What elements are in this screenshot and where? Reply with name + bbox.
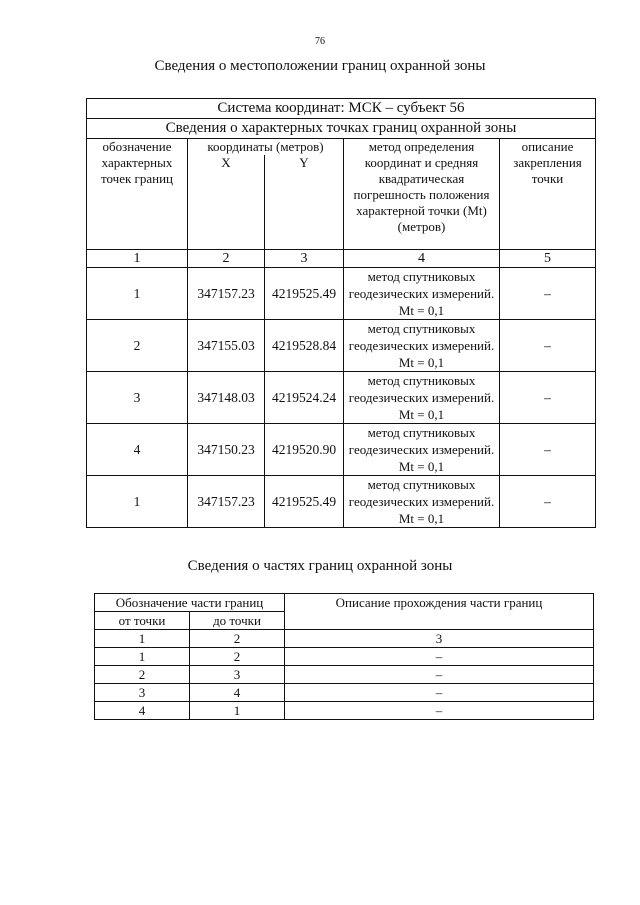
point-desc: – bbox=[500, 476, 596, 528]
parts-from-header: от точки bbox=[95, 612, 190, 630]
point-desc: – bbox=[500, 424, 596, 476]
part-desc: – bbox=[285, 684, 594, 702]
part-to: 3 bbox=[190, 666, 285, 684]
part-from: 1 bbox=[95, 648, 190, 666]
column-number: 3 bbox=[265, 250, 344, 268]
column-number: 4 bbox=[344, 250, 500, 268]
point-y: 4219520.90 bbox=[265, 424, 344, 476]
col-y-header: Y bbox=[265, 155, 344, 250]
column-number: 2 bbox=[188, 250, 265, 268]
point-method: метод спутниковых геодезических измерений. Mt = 0,1 bbox=[344, 372, 500, 424]
table-row bbox=[87, 372, 596, 424]
part-desc: – bbox=[285, 702, 594, 720]
point-method: метод спутниковых геодезических измерений. Mt = 0,1 bbox=[344, 476, 500, 528]
point-x: 347157.23 bbox=[188, 268, 265, 320]
column-number: 5 bbox=[500, 250, 596, 268]
table-row bbox=[95, 666, 594, 684]
col-designation-header: обозначение характерных точек границ bbox=[87, 139, 188, 250]
boundary-parts-table bbox=[94, 593, 594, 720]
col-coordinates-header: координаты (метров) bbox=[188, 139, 344, 156]
part-to: 4 bbox=[190, 684, 285, 702]
point-id: 4 bbox=[87, 424, 188, 476]
column-number: 3 bbox=[285, 630, 594, 648]
point-id: 1 bbox=[87, 476, 188, 528]
column-number: 2 bbox=[190, 630, 285, 648]
parts-description-header: Описание прохождения части границ bbox=[285, 594, 594, 630]
table-row bbox=[95, 684, 594, 702]
part-from: 4 bbox=[95, 702, 190, 720]
parts-column-numbers-row bbox=[95, 630, 594, 648]
table-row bbox=[87, 476, 596, 528]
point-y: 4219525.49 bbox=[265, 268, 344, 320]
point-id: 2 bbox=[87, 320, 188, 372]
table-row bbox=[95, 648, 594, 666]
part-desc: – bbox=[285, 648, 594, 666]
part-to: 1 bbox=[190, 702, 285, 720]
parts-designation-header: Обозначение части границ bbox=[95, 594, 285, 612]
col-method-header: метод определения координат и средняя квадратическая погрешность положения характерной точки (Mt) (метров) bbox=[344, 139, 500, 250]
points-header: Сведения о характерных точках границ охранной зоны bbox=[87, 119, 596, 139]
table-row bbox=[95, 702, 594, 720]
part-from: 2 bbox=[95, 666, 190, 684]
section-title-location: Сведения о местоположении границ охранной зоны bbox=[154, 58, 486, 74]
point-id: 1 bbox=[87, 268, 188, 320]
point-method: метод спутниковых геодезических измерений. Mt = 0,1 bbox=[344, 268, 500, 320]
col-x-header: X bbox=[188, 155, 265, 250]
point-y: 4219525.49 bbox=[265, 476, 344, 528]
part-from: 3 bbox=[95, 684, 190, 702]
boundary-points-table bbox=[86, 98, 596, 528]
column-numbers-row bbox=[87, 250, 596, 268]
parts-to-header: до точки bbox=[190, 612, 285, 630]
point-x: 347148.03 bbox=[188, 372, 265, 424]
point-method: метод спутниковых геодезических измерений. Mt = 0,1 bbox=[344, 424, 500, 476]
column-number: 1 bbox=[87, 250, 188, 268]
point-x: 347157.23 bbox=[188, 476, 265, 528]
point-id: 3 bbox=[87, 372, 188, 424]
table-row bbox=[87, 424, 596, 476]
page-number: 76 bbox=[315, 36, 325, 47]
point-method: метод спутниковых геодезических измерений. Mt = 0,1 bbox=[344, 320, 500, 372]
point-x: 347150.23 bbox=[188, 424, 265, 476]
point-y: 4219528.84 bbox=[265, 320, 344, 372]
point-desc: – bbox=[500, 320, 596, 372]
col-description-header: описание закрепления точки bbox=[500, 139, 596, 250]
column-number: 1 bbox=[95, 630, 190, 648]
part-to: 2 bbox=[190, 648, 285, 666]
point-y: 4219524.24 bbox=[265, 372, 344, 424]
table-row bbox=[87, 320, 596, 372]
coord-system-header: Система координат: МСК – субъект 56 bbox=[87, 99, 596, 119]
point-desc: – bbox=[500, 268, 596, 320]
point-desc: – bbox=[500, 372, 596, 424]
part-desc: – bbox=[285, 666, 594, 684]
point-x: 347155.03 bbox=[188, 320, 265, 372]
table-row bbox=[87, 268, 596, 320]
section-title-parts: Сведения о частях границ охранной зоны bbox=[187, 558, 453, 574]
